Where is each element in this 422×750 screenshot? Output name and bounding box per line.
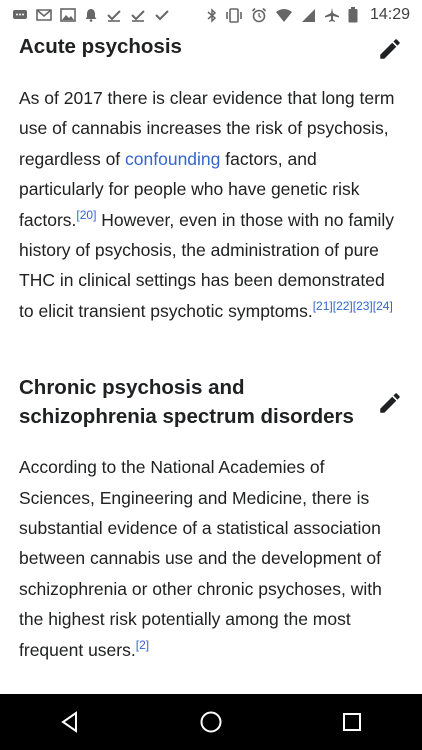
bluetooth-icon — [207, 8, 217, 23]
reference-link[interactable]: [21] — [312, 299, 333, 314]
status-time: 14:29 — [369, 6, 410, 23]
paragraph-text: As of 2017 there is clear evidence that long term use of cannabis increases the risk of psychosis, regardless of — [19, 88, 395, 169]
edit-pencil-icon[interactable] — [377, 390, 403, 416]
section-paragraph — [19, 452, 403, 665]
vibrate-icon — [225, 8, 243, 23]
section-chronic-psychosis — [0, 373, 422, 665]
paragraph-text: factors, and particularly for people who have genetic risk factors. — [19, 148, 360, 230]
link-confounding[interactable]: confounding — [125, 148, 221, 169]
alarm-icon — [251, 7, 267, 23]
reference-link[interactable]: [23] — [352, 299, 373, 314]
signal-icon — [301, 8, 316, 23]
recents-icon — [342, 712, 362, 732]
reference-link[interactable]: [22] — [332, 299, 353, 314]
paragraph-text: According to the National Academies of Sciences, Engineering and Medicine, there is substantial evidence of a statistical association between cannabis use and the development of schizophrenia or other chronic psychoses, with the highest risk potentially among the most frequent users. — [19, 457, 382, 660]
status-right-icons — [207, 6, 410, 24]
status-left-icons — [12, 8, 170, 22]
section-acute-psychosis — [0, 32, 422, 326]
recents-button[interactable] — [322, 694, 382, 750]
edit-pencil-icon[interactable] — [377, 36, 403, 62]
navigation-bar — [0, 694, 422, 750]
back-button[interactable] — [40, 694, 100, 750]
image-icon — [60, 8, 76, 22]
wifi-icon — [275, 8, 293, 23]
paragraph-text: However, even in those with no family history of psychosis, the administration of pure THC in clinical settings has been demonstrated to elicit transient psychotic symptoms. — [19, 209, 395, 321]
section-heading-row — [19, 373, 403, 431]
check-icon — [106, 8, 122, 22]
section-heading-row — [19, 32, 403, 62]
reference-link[interactable]: [2] — [135, 637, 150, 652]
reference-link[interactable]: [20] — [76, 207, 97, 222]
gmail-icon — [36, 8, 52, 22]
battery-icon — [348, 7, 358, 23]
chat-icon — [12, 8, 28, 22]
check-icon — [130, 8, 146, 22]
home-icon — [199, 710, 223, 734]
reference-link[interactable]: [24] — [372, 299, 393, 314]
home-button[interactable] — [181, 694, 241, 750]
back-icon — [59, 711, 81, 733]
notification-icon — [84, 8, 98, 22]
airplane-icon — [324, 7, 340, 23]
section-paragraph — [19, 83, 403, 326]
section-heading: Acute psychosis — [19, 35, 182, 58]
status-bar — [0, 0, 422, 30]
check-icon — [154, 8, 170, 22]
article-content[interactable] — [0, 30, 422, 694]
section-heading: Chronic psychosis and schizophrenia spectrum disorders — [19, 376, 354, 429]
